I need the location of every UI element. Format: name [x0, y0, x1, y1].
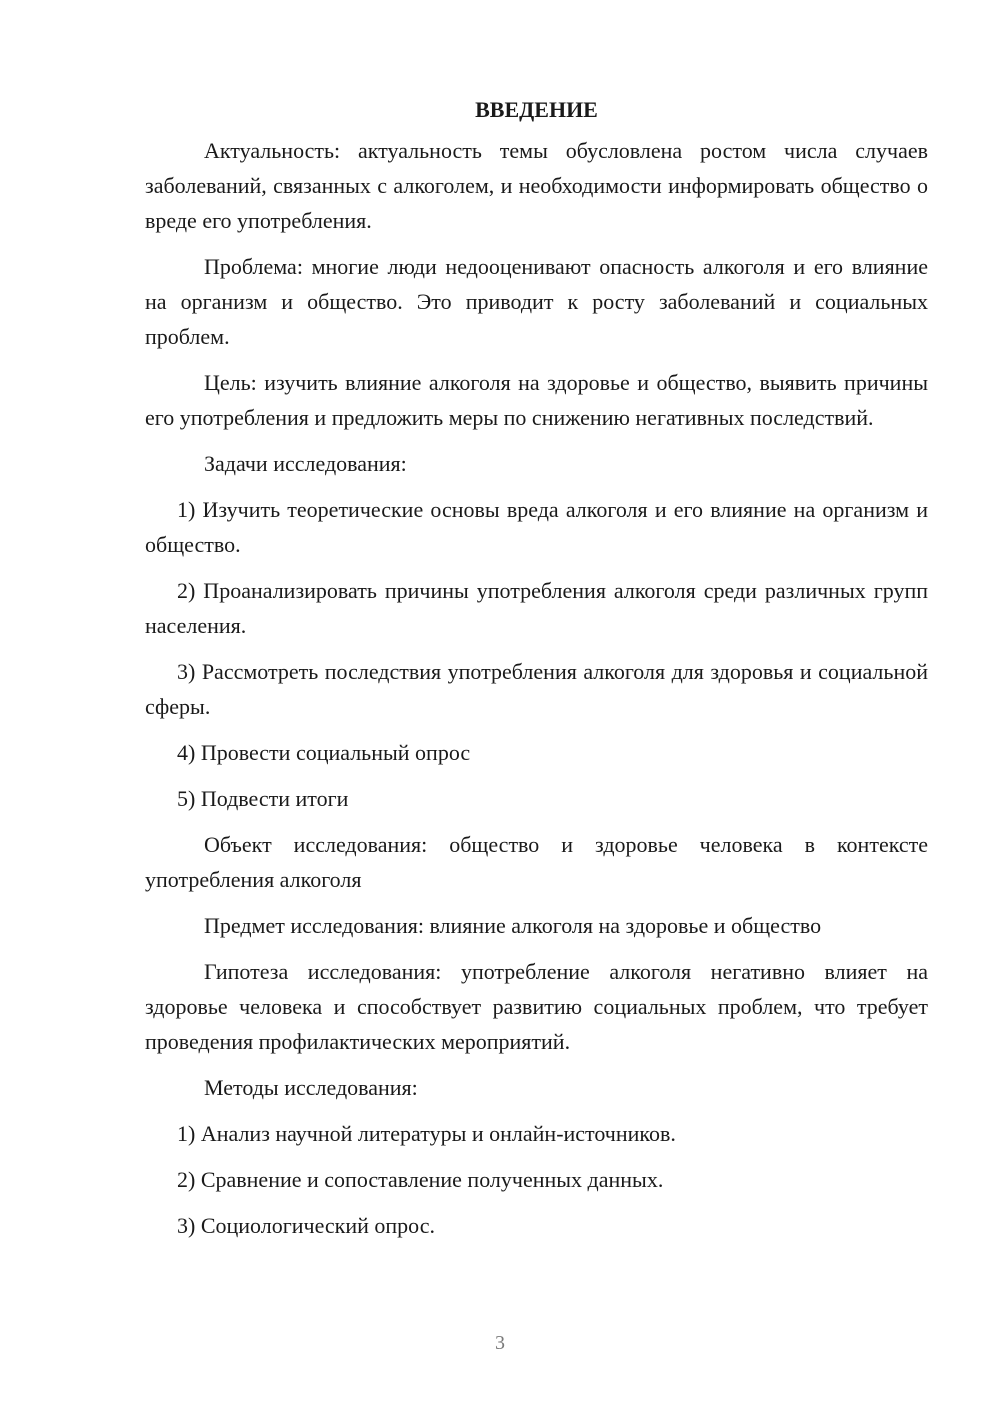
page-content	[145, 95, 928, 1243]
paragraph-problem: Проблема: многие люди недооценивают опасность алкоголя и его влияние на организм и общество. Это приводит к росту заболеваний и социальных проблем.	[145, 254, 928, 349]
list-item-method-3: 3) Социологический опрос.	[177, 1213, 435, 1238]
paragraph-subject: Предмет исследования: влияние алкоголя на здоровье и общество	[204, 913, 822, 938]
methods-heading: Методы исследования:	[204, 1075, 418, 1100]
tasks-heading: Задачи исследования:	[204, 451, 407, 476]
paragraph-object: Объект исследования: общество и здоровье человека в контексте употребления алкоголя	[145, 832, 928, 892]
paragraph-hypothesis: Гипотеза исследования: употребление алкоголя негативно влияет на здоровье человека и способствует развитию социальных проблем, что требует проведения профилактических мероприятий.	[145, 959, 928, 1054]
page-title: ВВЕДЕНИЕ	[475, 97, 598, 122]
list-item-task-3: 3) Рассмотреть последствия употребления алкоголя для здоровья и социальной сферы.	[145, 659, 928, 719]
list-item-task-1: 1) Изучить теоретические основы вреда алкоголя и его влияние на организм и общество.	[145, 497, 928, 557]
list-item-task-5: 5) Подвести итоги	[177, 786, 349, 811]
list-item-method-1: 1) Анализ научной литературы и онлайн-источников.	[177, 1121, 676, 1146]
list-item-task-4: 4) Провести социальный опрос	[177, 740, 471, 765]
paragraph-goal: Цель: изучить влияние алкоголя на здоровье и общество, выявить причины его употребления и предложить меры по снижению негативных последствий.	[145, 370, 928, 430]
list-item-method-2: 2) Сравнение и сопоставление полученных данных.	[177, 1167, 664, 1192]
paragraph-relevance: Актуальность: актуальность темы обусловлена ростом числа случаев заболеваний, связанных с алкоголем, и необходимости информировать общество о вреде его употребления.	[145, 138, 928, 233]
page-number: 3	[495, 1332, 505, 1354]
list-item-task-2: 2) Проанализировать причины употребления алкоголя среди различных групп населения.	[145, 578, 928, 638]
